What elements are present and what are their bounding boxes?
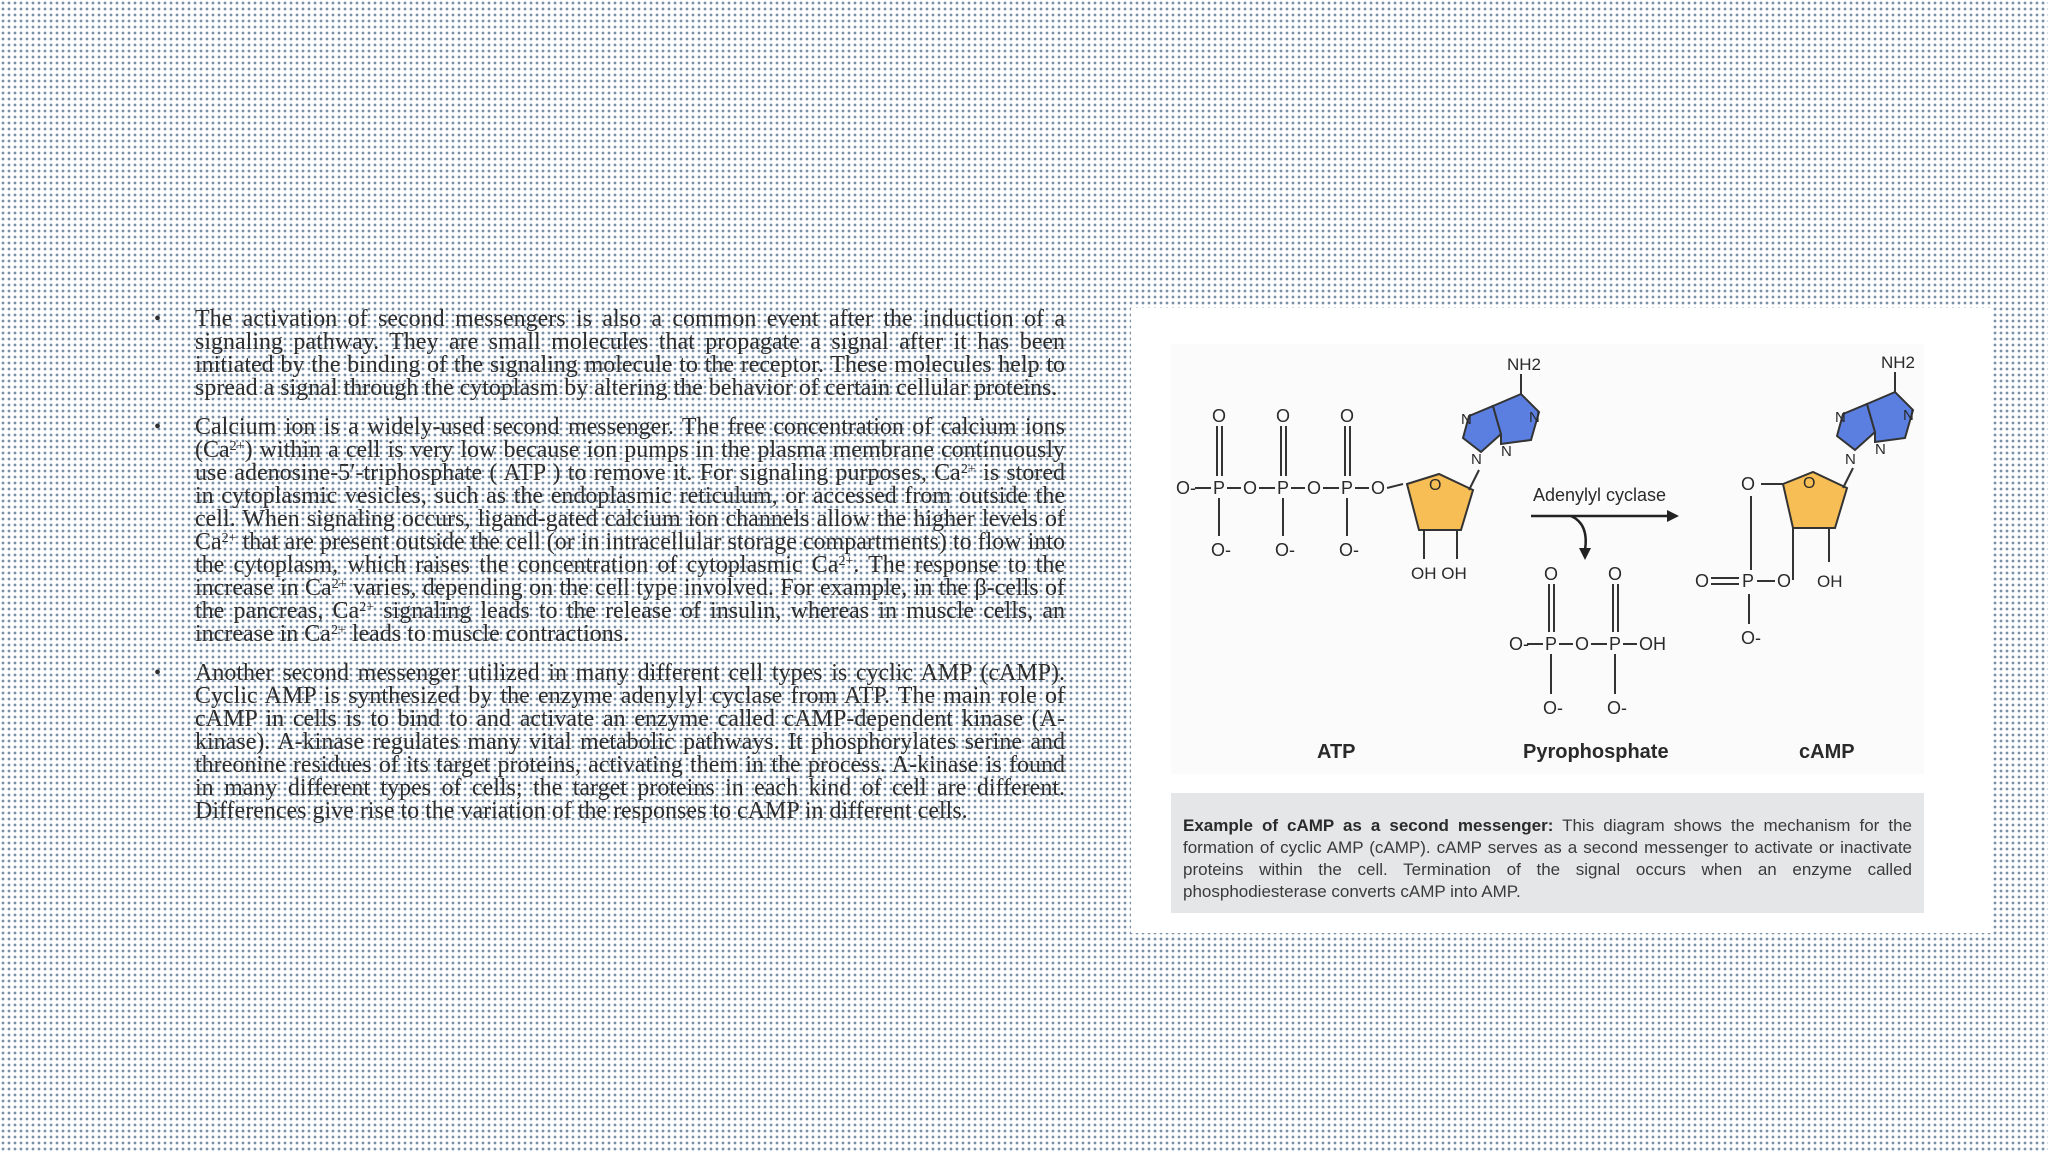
p-label: P bbox=[1545, 634, 1558, 654]
paragraph-text: ) within a cell is very low because ion pumps in the plasma membrane continuously use adenosine-5′-triphosphate ( ATP ) to remove it. For signaling purposes, Ca bbox=[195, 437, 1065, 486]
atp-phosphate-chain bbox=[1176, 406, 1403, 560]
bullet-item bbox=[150, 416, 1065, 646]
n-label: N bbox=[1835, 409, 1846, 426]
n-label: N bbox=[1903, 407, 1914, 424]
paragraph-text: signaling leads to the release of insulin, whereas in muscle cells, an increase in Ca bbox=[195, 598, 1065, 647]
paragraph-text: The activation of second messengers is also a common event after the induction of a signaling pathway. They are small molecules that propagate a signal after it has been initiated by the binding of the signaling molecule to the receptor. These molecules help to spread a signal through the cytoplasm by altering the behavior of certain cellular proteins. bbox=[195, 306, 1065, 401]
paragraph-text: . The response to the increase in Ca bbox=[195, 552, 1065, 601]
camp-molecule bbox=[1695, 353, 1915, 648]
o-label: O bbox=[1608, 564, 1623, 584]
nh2-label: NH2 bbox=[1507, 355, 1542, 374]
o-label: O bbox=[1803, 475, 1816, 492]
paragraph-text: leads to muscle contractions. bbox=[345, 621, 630, 647]
o-label: O bbox=[1695, 571, 1710, 591]
paragraph-text: varies, depending on the cell type involved. For example, in the β-cells of the pancreas, Ca bbox=[195, 575, 1066, 624]
o-label: O bbox=[1212, 406, 1227, 426]
camp-reaction-diagram bbox=[1171, 344, 1924, 774]
superscript-charge: 2+ bbox=[330, 623, 346, 638]
o-minus-label: O- bbox=[1543, 698, 1563, 718]
o-label: O bbox=[1777, 571, 1792, 591]
paragraph-text: Calcium ion is a widely-used second messenger. The free concentration of calcium ions (Ca bbox=[195, 414, 1065, 463]
o-label: O bbox=[1307, 478, 1322, 498]
camp-diagram bbox=[1171, 344, 1924, 774]
superscript-charge: 2+ bbox=[359, 600, 375, 615]
superscript-charge: 2+ bbox=[221, 531, 237, 546]
p-label: P bbox=[1742, 571, 1755, 591]
oh-oh-label: OH OH bbox=[1411, 564, 1467, 583]
bullet-item bbox=[150, 308, 1065, 400]
o-label: O bbox=[1741, 474, 1756, 494]
oh-label: OH bbox=[1817, 572, 1843, 591]
o-minus-label: O- bbox=[1607, 698, 1627, 718]
n-label: N bbox=[1845, 451, 1856, 468]
adenylyl-cyclase-label: Adenylyl cyclase bbox=[1533, 485, 1667, 505]
paragraph-text: Another second messenger utilized in many different cell types is cyclic AMP (cAMP). Cyclic AMP is synthesized by the enzyme adenylyl cyclase from ATP. The main role of cAMP in cells is to bind to and activate an enzyme called cAMP-dependent kinase (A-kinase). A-kinase regulates many vital metabolic pathways. It phosphorylates serine and threonine residues of its target proteins, activating them in the process. A-kinase is found in many different types of cells; the target proteins in each kind of cell are different. Differences give rise to the variation of the responses to cAMP in different cells. bbox=[195, 660, 1065, 824]
camp-label: cAMP bbox=[1799, 741, 1855, 763]
o-label: O bbox=[1340, 406, 1355, 426]
n-label: N bbox=[1471, 451, 1482, 468]
pyrophosphate-molecule bbox=[1509, 564, 1666, 718]
caption-text: This diagram shows the mechanism for the formation of cyclic AMP (cAMP). cAMP serves as a second messenger to activate or inactivate proteins within the cell. Termination of the signal occurs when an enzyme called phosphodiesterase converts cAMP into AMP. bbox=[1183, 816, 1912, 901]
oh-label: OH bbox=[1639, 634, 1666, 654]
o-label: O bbox=[1276, 406, 1291, 426]
n-label: N bbox=[1501, 443, 1512, 460]
paragraph-text: that are present outside the cell (or in intracellular storage compartments) to flow into the cytoplasm, which raises the concentration of cytoplasmic Ca bbox=[195, 529, 1065, 578]
bullet-item bbox=[150, 662, 1065, 823]
adenylyl-cyclase-arrow bbox=[1531, 485, 1679, 560]
paragraph-calcium-ion bbox=[195, 416, 1065, 646]
paragraph-second-messengers bbox=[195, 308, 1065, 400]
bullet-icon: • bbox=[154, 308, 162, 330]
atp-label: ATP bbox=[1317, 741, 1356, 763]
p-label: P bbox=[1609, 634, 1622, 654]
atp-nucleoside bbox=[1407, 355, 1541, 583]
p-label: P bbox=[1277, 478, 1290, 498]
bullet-list bbox=[150, 308, 1065, 839]
o-minus-label: O- bbox=[1275, 540, 1295, 560]
bullet-icon: • bbox=[154, 416, 162, 438]
n-label: N bbox=[1529, 409, 1540, 426]
paragraph-cyclic-amp bbox=[195, 662, 1065, 823]
pyrophosphate-label: Pyrophosphate bbox=[1523, 741, 1669, 763]
superscript-charge: 2+ bbox=[960, 462, 976, 477]
camp-figure bbox=[1131, 308, 1993, 933]
o-label: O bbox=[1429, 477, 1442, 494]
superscript-charge: 2+ bbox=[838, 554, 854, 569]
caption-title: Example of cAMP as a second messenger: bbox=[1183, 816, 1554, 835]
o-minus-label: O- bbox=[1509, 634, 1529, 654]
superscript-charge: 2+ bbox=[331, 577, 347, 592]
n-label: N bbox=[1461, 411, 1472, 428]
o-minus-label: O- bbox=[1339, 540, 1359, 560]
o-label: O bbox=[1544, 564, 1559, 584]
paragraph-text: is stored in cytoplasmic vesicles, such as the endoplasmic reticulum, or accessed from outside the cell. When signaling occurs, ligand-gated calcium ion channels allow the higher levels of Ca bbox=[195, 460, 1065, 555]
o-minus-label: O- bbox=[1211, 540, 1231, 560]
p-label: P bbox=[1213, 478, 1226, 498]
figure-caption bbox=[1171, 793, 1924, 903]
o-label: O bbox=[1575, 634, 1590, 654]
o-minus-label: O- bbox=[1741, 628, 1761, 648]
o-label: O bbox=[1371, 478, 1386, 498]
nh2-label: NH2 bbox=[1881, 353, 1916, 372]
o-label: O bbox=[1243, 478, 1258, 498]
o-minus-label: O- bbox=[1176, 478, 1196, 498]
superscript-charge: 2+ bbox=[229, 439, 245, 454]
figure-caption-box bbox=[1171, 793, 1924, 913]
bullet-icon: • bbox=[154, 662, 162, 684]
n-label: N bbox=[1875, 441, 1886, 458]
p-label: P bbox=[1341, 478, 1354, 498]
